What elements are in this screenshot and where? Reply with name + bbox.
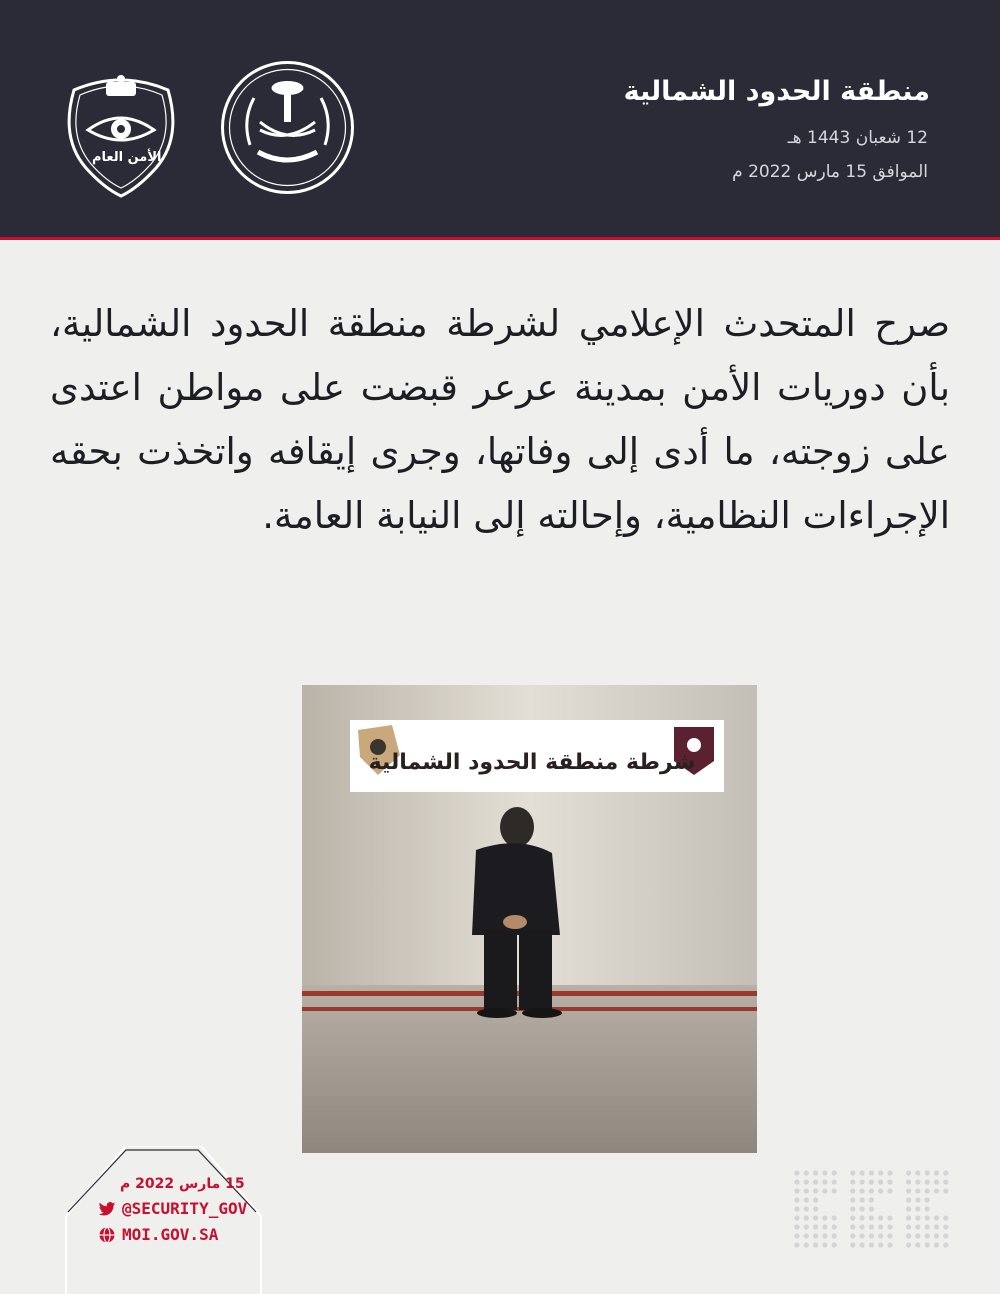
decorative-dot	[925, 1188, 930, 1193]
decorative-dot	[925, 1197, 930, 1202]
decorative-dot	[934, 1170, 939, 1175]
decorative-dot	[906, 1188, 911, 1193]
header-divider	[0, 237, 1000, 240]
decorative-dot	[860, 1179, 865, 1184]
decorative-dot	[934, 1179, 939, 1184]
decorative-dot	[794, 1179, 799, 1184]
decorative-dot	[850, 1206, 855, 1211]
decorative-dot	[915, 1242, 920, 1247]
footer-date: 15 مارس 2022 م	[120, 1176, 245, 1192]
decorative-dot	[860, 1215, 865, 1220]
decorative-dot	[887, 1170, 892, 1175]
decorative-dot	[887, 1224, 892, 1229]
decorative-dot	[813, 1188, 818, 1193]
decorative-dot	[934, 1224, 939, 1229]
public-security-emblem	[60, 68, 182, 198]
decorative-dot	[878, 1242, 883, 1247]
website-url: MOI.GOV.SA	[122, 1225, 219, 1244]
decorative-dot	[915, 1170, 920, 1175]
decorative-dot	[832, 1215, 837, 1220]
twitter-icon	[98, 1200, 116, 1218]
decorative-dot	[906, 1170, 911, 1175]
decorative-dot	[822, 1233, 827, 1238]
decorative-dot	[860, 1188, 865, 1193]
decorative-dot	[925, 1206, 930, 1211]
decorative-dot	[943, 1170, 948, 1175]
decorative-dot	[906, 1242, 911, 1247]
decorative-dot	[860, 1242, 865, 1247]
decorative-dot	[813, 1170, 818, 1175]
decorative-dot	[869, 1242, 874, 1247]
decorative-dot	[850, 1197, 855, 1202]
decorative-dot	[794, 1206, 799, 1211]
decorative-dot	[943, 1188, 948, 1193]
decorative-dot	[915, 1215, 920, 1220]
decorative-dot	[925, 1215, 930, 1220]
decorative-dot	[915, 1197, 920, 1202]
photo-banner-text: شرطة منطقة الحدود الشمالية	[368, 750, 696, 775]
decorative-dot	[850, 1242, 855, 1247]
decorative-dot	[794, 1233, 799, 1238]
globe-icon	[98, 1226, 116, 1244]
footer-shield-outline	[56, 1146, 266, 1294]
decorative-dot	[925, 1233, 930, 1238]
decorative-dot	[832, 1179, 837, 1184]
decorative-dot	[878, 1179, 883, 1184]
decorative-dot-pattern	[792, 1168, 952, 1250]
decorative-dot	[860, 1206, 865, 1211]
decorative-dot	[887, 1233, 892, 1238]
decorative-dot	[878, 1170, 883, 1175]
decorative-dot	[878, 1188, 883, 1193]
decorative-dot	[832, 1188, 837, 1193]
decorative-dot	[887, 1215, 892, 1220]
decorative-dot	[925, 1179, 930, 1184]
website-row[interactable]	[98, 1225, 218, 1244]
decorative-dot	[860, 1170, 865, 1175]
decorative-dot	[869, 1170, 874, 1175]
decorative-dot	[925, 1224, 930, 1229]
decorative-dot	[822, 1179, 827, 1184]
decorative-dot	[887, 1179, 892, 1184]
decorative-dot	[906, 1215, 911, 1220]
decorative-dot	[850, 1188, 855, 1193]
decorative-dot	[822, 1188, 827, 1193]
decorative-dot	[850, 1215, 855, 1220]
decorative-dot	[860, 1233, 865, 1238]
decorative-dot	[934, 1215, 939, 1220]
decorative-dot	[869, 1233, 874, 1238]
decorative-dot	[906, 1224, 911, 1229]
decorative-dot	[813, 1242, 818, 1247]
decorative-dot	[915, 1224, 920, 1229]
decorative-dot	[860, 1197, 865, 1202]
decorative-dot	[804, 1188, 809, 1193]
decorative-dot	[869, 1224, 874, 1229]
decorative-dot	[804, 1179, 809, 1184]
decorative-dot	[943, 1224, 948, 1229]
twitter-handle: @SECURITY_GOV	[122, 1199, 248, 1218]
decorative-dot	[832, 1233, 837, 1238]
decorative-dot	[832, 1242, 837, 1247]
decorative-dot	[794, 1197, 799, 1202]
statement-text: صرح المتحدث الإعلامي لشرطة منطقة الحدود الشمالية، بأن دوريات الأمن بمدينة عرعر قبضت على مواطن اعتدى على زوجته، ما أدى إلى وفاتها، وجرى إيقافه واتخذت بحقه الإجراءات النظامية، وإحالته إلى النيابة العامة.	[50, 302, 950, 537]
decorative-dot	[804, 1224, 809, 1229]
decorative-dot	[943, 1215, 948, 1220]
decorative-dot	[822, 1170, 827, 1175]
decorative-dot	[934, 1188, 939, 1193]
decorative-dot	[887, 1188, 892, 1193]
decorative-dot	[794, 1215, 799, 1220]
page-title: منطقة الحدود الشمالية	[623, 76, 930, 107]
decorative-dot	[850, 1179, 855, 1184]
decorative-dot	[822, 1224, 827, 1229]
decorative-dot	[813, 1197, 818, 1202]
decorative-dot	[813, 1215, 818, 1220]
decorative-dot	[850, 1233, 855, 1238]
decorative-dot	[794, 1188, 799, 1193]
decorative-dot	[869, 1179, 874, 1184]
decorative-dot	[906, 1233, 911, 1238]
decorative-dot	[943, 1242, 948, 1247]
decorative-dot	[804, 1233, 809, 1238]
decorative-dot	[804, 1170, 809, 1175]
gregorian-date: الموافق 15 مارس 2022 م	[732, 162, 928, 182]
decorative-dot	[850, 1170, 855, 1175]
decorative-dot	[804, 1242, 809, 1247]
decorative-dot	[869, 1197, 874, 1202]
decorative-dot	[934, 1233, 939, 1238]
decorative-dot	[943, 1179, 948, 1184]
decorative-dot	[813, 1179, 818, 1184]
decorative-dot	[925, 1170, 930, 1175]
decorative-dot	[869, 1188, 874, 1193]
decorative-dot	[794, 1170, 799, 1175]
decorative-dot	[915, 1233, 920, 1238]
decorative-dot	[804, 1206, 809, 1211]
decorative-dot	[860, 1224, 865, 1229]
ministry-of-interior-emblem	[220, 60, 355, 195]
decorative-dot	[869, 1206, 874, 1211]
twitter-handle-row[interactable]	[98, 1199, 247, 1218]
decorative-dot	[850, 1224, 855, 1229]
decorative-dot	[934, 1242, 939, 1247]
decorative-dot	[869, 1215, 874, 1220]
decorative-dot	[878, 1224, 883, 1229]
arrest-photo	[302, 685, 757, 1153]
decorative-dot	[832, 1170, 837, 1175]
public-security-emblem-label: الأمن العام	[92, 150, 162, 165]
decorative-dot	[906, 1206, 911, 1211]
decorative-dot	[878, 1215, 883, 1220]
decorative-dot	[906, 1179, 911, 1184]
decorative-dot	[822, 1242, 827, 1247]
decorative-dot	[813, 1233, 818, 1238]
decorative-dot	[822, 1215, 827, 1220]
decorative-dot	[915, 1188, 920, 1193]
decorative-dot	[813, 1206, 818, 1211]
hijri-date: 12 شعبان 1443 هـ	[787, 128, 928, 148]
decorative-dot	[887, 1242, 892, 1247]
decorative-dot	[794, 1224, 799, 1229]
decorative-dot	[813, 1224, 818, 1229]
decorative-dot	[804, 1197, 809, 1202]
decorative-dot	[906, 1197, 911, 1202]
decorative-dot	[943, 1233, 948, 1238]
decorative-dot	[794, 1242, 799, 1247]
decorative-dot	[915, 1206, 920, 1211]
decorative-dot	[832, 1224, 837, 1229]
decorative-dot	[915, 1179, 920, 1184]
decorative-dot	[804, 1215, 809, 1220]
decorative-dot	[925, 1242, 930, 1247]
decorative-dot	[878, 1233, 883, 1238]
